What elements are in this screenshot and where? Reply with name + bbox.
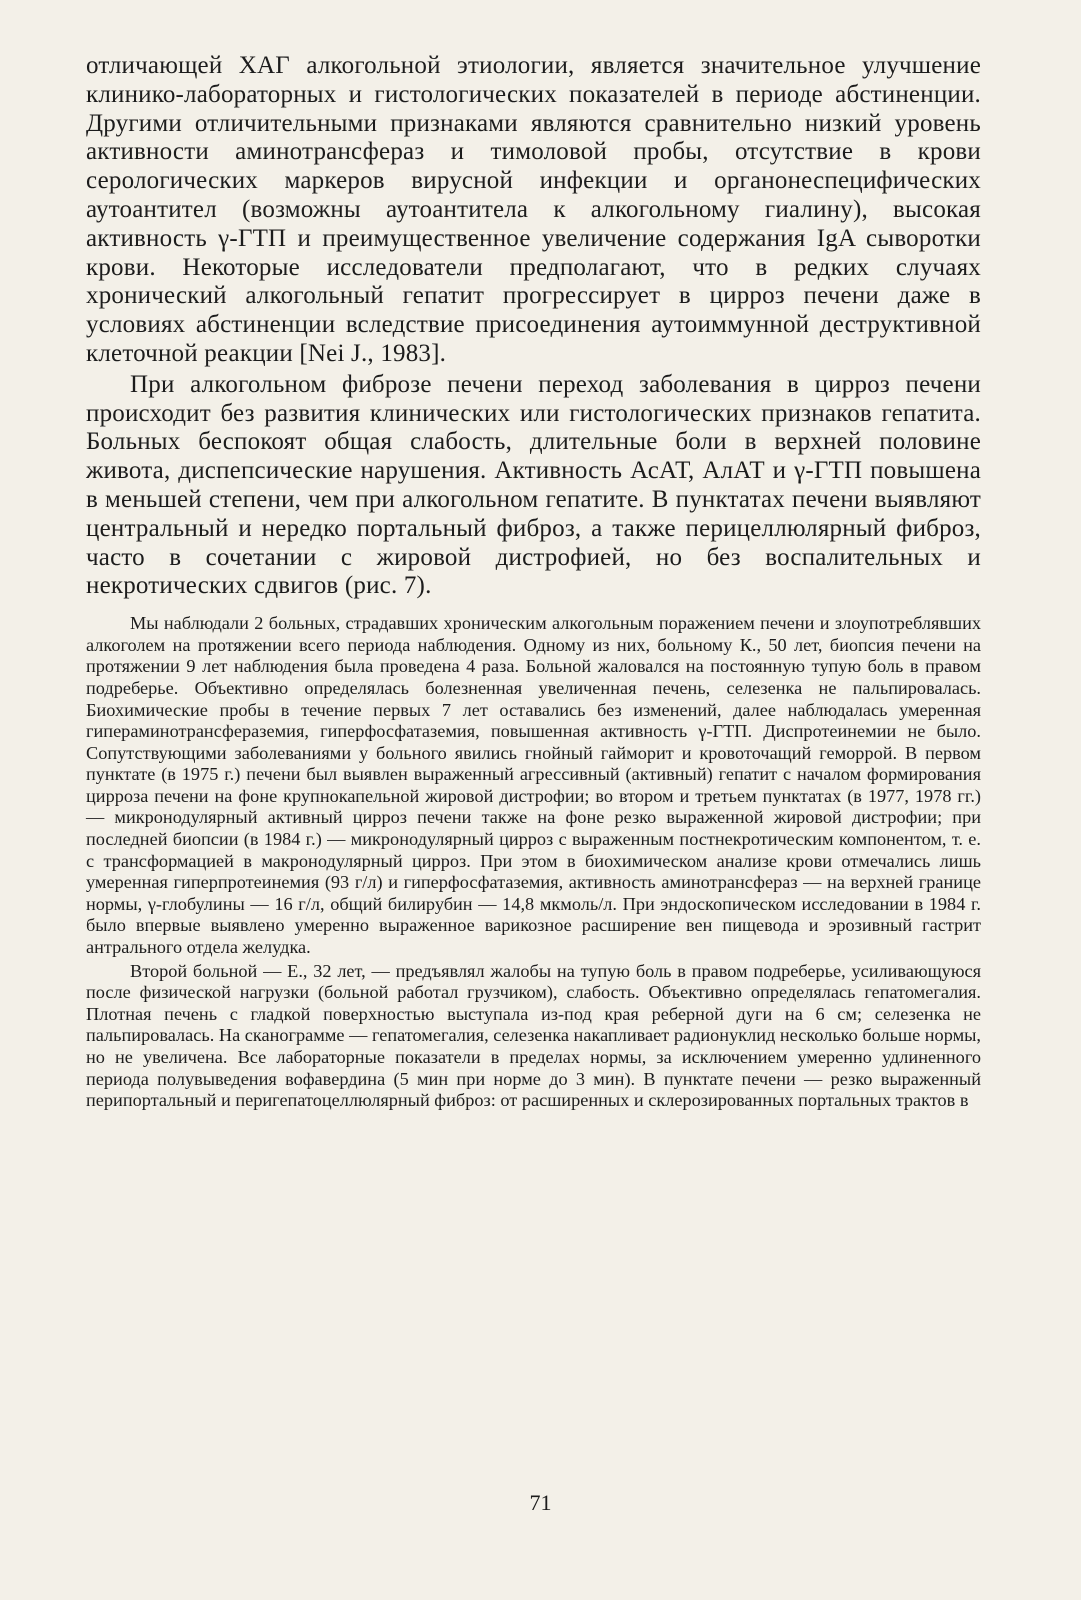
case-paragraph: Второй больной — Е., 32 лет, — предъявлял жалобы на тупую боль в правом подреберье, усиливающуюся после физической нагрузки (больной работал грузчиком), слабость. Объективно определялась гепатомегалия. Плотная печень с гладкой поверхностью выступала из-под края реберной дуги на 6 см; селезенка не пальпировалась. На сканограмме — гепатомегалия, селезенка накапливает радионуклид несколько больше нормы, но не увеличена. Все лабораторные показатели в пределах нормы, за исключением умеренно удлиненного периода полувыведения вофавердина (5 мин при норме до 3 мин). В пунктате печени — резко выраженный перипортальный и перигепатоцеллюлярный фиброз: от расширенных и склерозированных портальных трактов в xyxy=(86,960,981,1111)
page-number: 71 xyxy=(529,1490,552,1515)
case-paragraph: Мы наблюдали 2 больных, страдавших хроническим алкогольным поражением печени и злоупотреблявших алкоголем на протяжении всего периода наблюдения. Одному из них, больному К., 50 лет, биопсия печени на протяжении 9 лет наблюдения была проведена 4 раза. Больной жаловался на постоянную тупую боль в правом подреберье. Объективно определялась болезненная увеличенная печень, селезенка не пальпировалась. Биохимические пробы в течение первых 7 лет оставались без изменений, далее наблюдалась умеренная гипераминотрансфераземия, гиперфосфатаземия, повышенная активность γ-ГТП. Диспротеинемии не было. Сопутствующими заболеваниями у больного явились гнойный гайморит и кровоточащий геморрой. В первом пунктате (в 1975 г.) печени был выявлен выраженный агрессивный (активный) гепатит с началом формирования цирроза печени на фоне крупнокапельной жировой дистрофии; во втором и третьем пунктатах (в 1977, 1978 гг.) — микронодулярный активный цирроз печени также на фоне резко выраженной жировой дистрофии; при последней биопсии (в 1984 г.) — микронодулярный цирроз с выраженным постнекротическим компонентом, т. е. с трансформацией в макронодулярный цирроз. При этом в биохимическом анализе крови отмечались лишь умеренная гиперпротеинемия (93 г/л) и гиперфосфатаземия, активность аминотрансфераз — на верхней границе нормы, γ-глобулины — 16 г/л, общий билирубин — 14,8 мкмоль/л. При эндоскопическом исследовании в 1984 г. было впервые выявлено умеренно выраженное варикозное расширение вен пищевода и эрозивный гастрит антрального отдела желудка. xyxy=(86,613,981,958)
body-paragraph: При алкогольном фиброзе печени переход заболевания в цирроз печени происходит без развития клинических или гистологических признаков гепатита. Больных беспокоят общая слабость, длительные боли в верхней половине живота, диспепсические нарушения. Активность АсАТ, АлАТ и γ-ГТП повышена в меньшей степени, чем при алкогольном гепатите. В пунктатах печени выявляют центральный и нередко портальный фиброз, а также перицеллюлярный фиброз, часто в сочетании с жировой дистрофией, но без воспалительных и некротических сдвигов (рис. 7). xyxy=(86,370,981,600)
body-paragraph: отличающей ХАГ алкогольной этиологии, является значительное улучшение клинико-лабораторных и гистологических показателей в периоде абстиненции. Другими отличительными признаками являются сравнительно низкий уровень активности аминотрансфераз и тимоловой пробы, отсутствие в крови серологических маркеров вирусной инфекции и органонеспецифических аутоантител (возможны аутоантитела к алкогольному гиалину), высокая активность γ-ГТП и преимущественное увеличение содержания IgA сыворотки крови. Некоторые исследователи предполагают, что в редких случаях хронический алкогольный гепатит прогрессирует в цирроз печени даже в условиях абстиненции вследствие присоединения аутоиммунной деструктивной клеточной реакции [Nei J., 1983]. xyxy=(86,52,981,367)
